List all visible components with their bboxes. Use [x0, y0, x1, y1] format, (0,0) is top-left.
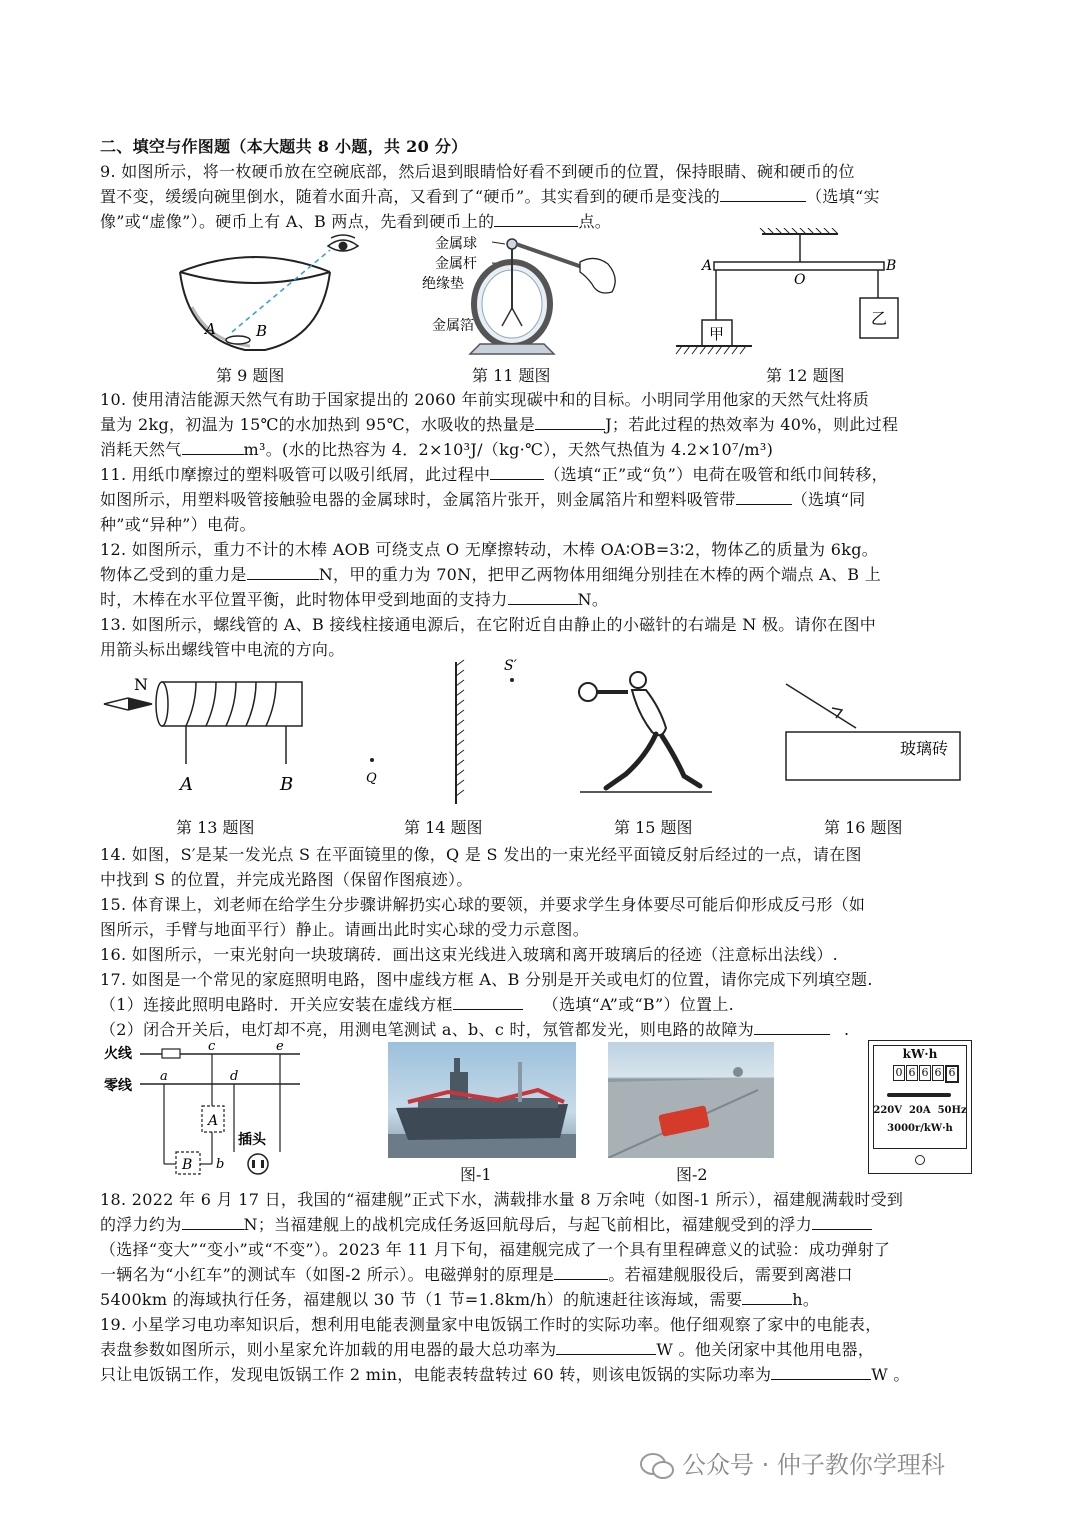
meter-disc — [887, 1093, 951, 1097]
sight-line — [232, 250, 330, 332]
q9-line1: 9. 如图所示，将一枚硬币放在空碗底部，然后退到眼睛恰好看不到硬币的位置，保持眼睛、碗和硬币的位 — [100, 162, 855, 181]
compass-needle-north — [128, 698, 152, 710]
label-q: Q — [366, 771, 377, 786]
q13-line1: 13. 如图所示，螺线管的 A、B 接线柱接通电源后，在它附近自由静止的小磁针的右端是 N 极。请你在图中 — [100, 615, 877, 634]
answer-blank — [490, 478, 544, 480]
answer-blank — [554, 1278, 608, 1280]
coin — [226, 336, 250, 344]
answer-blank — [508, 603, 578, 605]
q17-text: . — [844, 1020, 850, 1039]
q12-text: N，甲的重力为 70N，把甲乙两物体用细绳分别挂在木棒的两个端点 A、B 上 — [318, 565, 882, 584]
meter-digits — [893, 1065, 959, 1083]
q13-line2: 用箭头标出螺线管中电流的方向。 — [100, 640, 345, 659]
mirror-figure — [352, 652, 532, 810]
q19-text: W 。他关闭家中其他用电器， — [656, 1340, 875, 1359]
point-s-prime — [510, 678, 514, 682]
head — [630, 672, 646, 688]
metal-ball — [507, 239, 517, 249]
caption-photo1: 图-1 — [460, 1165, 492, 1184]
q18-text: 。若福建舰服役后，需要到离港口 — [608, 1265, 853, 1284]
carrier-photo — [388, 1042, 576, 1158]
point-q — [370, 758, 374, 762]
label-b: b — [216, 1157, 225, 1172]
q18-text: N；当福建舰上的战机完成任务返回航母后，与起飞前相比，福建舰受到的浮力 — [243, 1215, 813, 1234]
distant-ship — [733, 1067, 743, 1077]
mirror-hatch — [456, 660, 464, 796]
solenoid-core — [162, 682, 302, 726]
solenoid-figure — [100, 668, 320, 800]
q17-line1: 17. 如图是一个常见的家庭照明电路，图中虚线方框 A、B 分别是开关或电灯的位置，请你完成下列填空题. — [100, 970, 873, 989]
caption-fig11: 第 11 题图 — [472, 366, 551, 385]
bowl-rim-front — [180, 272, 330, 283]
caption-fig12: 第 12 题图 — [766, 366, 845, 385]
label-o: O — [794, 272, 806, 288]
meter-digit: 6 — [906, 1065, 918, 1081]
label-c: c — [208, 1040, 216, 1054]
answer-blank — [247, 578, 319, 580]
answer-blank — [556, 1353, 656, 1355]
answer-blank — [742, 1303, 792, 1305]
legs — [606, 734, 700, 788]
bowl-rim-back — [180, 257, 330, 272]
label-live-wire: 火线 — [104, 1046, 132, 1062]
q12-line3 — [100, 587, 608, 610]
answer-blank — [736, 503, 792, 505]
q17-line3 — [100, 1017, 849, 1040]
q10-text: 消耗天然气 — [100, 440, 182, 459]
meter-digit: 0 — [893, 1065, 905, 1081]
crane — [518, 1062, 522, 1102]
q16-line1: 16. 如图所示，一束光射向一块玻璃砖．画出这束光线进入玻璃和离开玻璃后的径迹（注意标出法线）. — [100, 945, 839, 964]
q14-line1: 14. 如图，S′是某一发光点 S 在平面镜里的像，Q 是 S 发出的一束光经平面镜反射后经过的一点，请在图 — [100, 845, 862, 864]
q10-line1: 10. 使用清洁能源天然气有助于国家提出的 2060 年前实现碳中和的目标。小明同学用他家的天然气灶将质 — [100, 390, 870, 409]
glass-brick-figure — [770, 676, 970, 786]
q9-text: 像”或“虚像”）。硬币上有 A、B 两点，先看到硬币上的 — [100, 212, 495, 231]
q18-line1: 18. 2022 年 6 月 17 日，我国的“福建舰”正式下水，满载排水量 8 万余吨（如图-1 所示），福建舰满载时受到 — [100, 1190, 904, 1209]
label-a: A — [180, 774, 193, 795]
q10-text: m³。(水的比热容为 4．2×10³J/（kg·℃），天然气热值为 4.2×10⁷/m³) — [243, 440, 774, 459]
shot-put-ball — [579, 683, 597, 701]
wooden-rod — [714, 262, 884, 270]
socket-pin — [252, 1160, 255, 1168]
answer-blank — [535, 428, 605, 430]
solenoid-end — [156, 682, 168, 726]
answer-blank — [453, 1008, 523, 1010]
q10-text: J；若此过程的热效率为 40%，则此过程 — [605, 415, 899, 434]
label-jia: 甲 — [709, 325, 725, 343]
label-e: e — [276, 1040, 284, 1054]
label-glass-brick: 玻璃砖 — [900, 739, 949, 758]
q15-line1: 15. 体育课上，刘老师在给学生分步骤讲解扔实心球的要领，并要求学生身体要尽可能后仰形成反弓形（如 — [100, 895, 866, 914]
label-s-prime: S′ — [504, 658, 517, 674]
q17-text: （1）连接此照明电路时．开关应安装在虚线方框 — [100, 995, 453, 1014]
hand — [580, 258, 615, 293]
label-n: N — [134, 675, 148, 694]
q19-line1: 19. 小星学习电功率知识后，想利用电能表测量家中电饭锅工作时的实际功率。他仔细观察了家中的电能表， — [100, 1315, 882, 1334]
q10-line2 — [100, 412, 898, 435]
eye-icon — [325, 234, 361, 260]
socket — [248, 1154, 268, 1174]
label-metal-foil: 金属箔 — [432, 318, 474, 334]
fuse — [162, 1049, 180, 1058]
label-a: A — [702, 258, 713, 274]
q12-text: N。 — [577, 590, 609, 609]
ground-hatch — [676, 346, 746, 354]
meter-screw-icon — [915, 1155, 925, 1165]
q11-line1 — [100, 462, 888, 485]
label-plug: 插头 — [238, 1132, 266, 1148]
label-neutral-wire: 零线 — [104, 1078, 132, 1094]
label-a: A — [205, 320, 216, 338]
test-car-photo — [608, 1042, 774, 1158]
mast — [454, 1058, 460, 1074]
circuit-figure — [104, 1040, 304, 1175]
label-a: a — [160, 1069, 168, 1084]
q18-line4 — [100, 1262, 853, 1285]
label-insulating-pad: 绝缘垫 — [422, 276, 464, 292]
q11-line2 — [100, 487, 865, 510]
answer-blank — [812, 1228, 872, 1230]
q19-text: W 。 — [871, 1365, 910, 1384]
section-title: 二、填空与作图题（本大题共 8 小题，共 20 分） — [100, 137, 468, 156]
q9-line3 — [100, 209, 611, 232]
label-d: d — [230, 1069, 239, 1084]
watermark-text: 公众号 · 仲子教你学理科 — [682, 1451, 945, 1479]
athlete-figure — [576, 664, 716, 800]
meter-unit: kW·h — [902, 1047, 938, 1061]
answer-blank — [720, 200, 806, 202]
q11-text: （选填“正”或“负”）电荷在吸管和纸巾间转移， — [544, 465, 888, 484]
label-metal-ball: 金属球 — [435, 236, 477, 252]
label-b: B — [256, 322, 268, 340]
q18-text: 一辆名为“小红车”的测试车（如图-2 所示）。电磁弹射的原理是 — [100, 1265, 555, 1284]
leader-line — [492, 242, 505, 244]
meter-digit: 6 — [932, 1065, 944, 1081]
q9-text: （选填“实 — [806, 187, 880, 206]
q15-line2: 图所示，手臂与地面平行）静止。请画出此时实心球的受力示意图。 — [100, 920, 590, 939]
q12-text: 物体乙受到的重力是 — [100, 565, 247, 584]
q19-text: 表盘参数如图所示，则小星家允许加载的用电器的最大总功率为 — [100, 1340, 557, 1359]
q18-line5 — [100, 1287, 819, 1310]
bowl-figure — [170, 232, 340, 362]
electroscope-figure — [410, 232, 630, 362]
label-yi: 乙 — [871, 309, 888, 328]
q18-text: h。 — [792, 1290, 820, 1309]
answer-blank — [771, 1378, 871, 1380]
q9-line2 — [100, 184, 880, 207]
q18-text: 的浮力约为 — [100, 1215, 182, 1234]
caption-fig9: 第 9 题图 — [216, 366, 285, 385]
q12-line2 — [100, 562, 881, 585]
carrier-hull — [396, 1104, 568, 1140]
q14-line2: 中找到 S 的位置，并完成光路图（保留作图痕迹）。 — [100, 870, 473, 889]
electroscope-base — [470, 344, 554, 354]
q18-line3: （选择“变大”“变小”或“不变”）。2023 年 11 月下旬，福建舰完成了一个具有里程碑意义的试验：成功弹射了 — [100, 1240, 891, 1259]
answer-blank — [754, 1033, 830, 1035]
q11-text: 11. 用纸巾摩擦过的塑料吸管可以吸引纸屑，此过程中 — [100, 465, 491, 484]
label-box-b: B — [182, 1157, 193, 1173]
q9-text: 置不变，缓缓向碗里倒水，随着水面升高，又看到了“硬币”。其实看到的硬币是变浅的 — [100, 187, 721, 206]
q19-line2 — [100, 1337, 874, 1360]
socket-pin — [261, 1160, 264, 1168]
caption-fig13: 第 13 题图 — [176, 818, 255, 837]
q10-text: 量为 2kg，初温为 15℃的水加热到 95℃，水吸收的热量是 — [100, 415, 536, 434]
label-b: B — [280, 774, 294, 795]
wechat-watermark — [640, 1445, 945, 1480]
label-b: B — [886, 258, 897, 274]
answer-blank — [182, 453, 244, 455]
q17-text: （选填“A”或“B”）位置上. — [542, 995, 735, 1014]
meter-constant: 3000r/kW·h — [887, 1123, 953, 1134]
wechat-icon — [640, 1452, 674, 1480]
q17-text: （2）闭合开关后，电灯却不亮，用测电笔测试 a、b、c 时，氖管都发光，则电路的故障为 — [100, 1020, 754, 1039]
electric-meter — [868, 1040, 972, 1174]
caption-fig14: 第 14 题图 — [404, 818, 483, 837]
meter-spec: 220V 20A 50Hz — [873, 1105, 967, 1116]
q18-line2 — [100, 1212, 872, 1235]
q11-text: 如图所示，用塑料吸管接触验电器的金属球时，金属箔片张开，则金属箔片和塑料吸管带 — [100, 490, 736, 509]
answer-blank — [182, 1228, 244, 1230]
meter-digit-last: 6 — [945, 1065, 959, 1083]
q19-line3 — [100, 1362, 910, 1385]
label-metal-rod: 金属杆 — [435, 256, 477, 272]
lever-figure — [672, 228, 912, 360]
q19-text: 只让电饭锅工作，发现电饭锅工作 2 min，电能表转盘转过 60 转，则该电饭锅的实际功率为 — [100, 1365, 772, 1384]
q12-text: 时，木棒在水平位置平衡，此时物体甲受到地面的支持力 — [100, 590, 508, 609]
caption-photo2: 图-2 — [676, 1165, 708, 1184]
q10-line3 — [100, 437, 773, 460]
q12-line1: 12. 如图所示，重力不计的木棒 AOB 可绕支点 O 无摩擦转动，木棒 OA∶OB=3∶2，物体乙的质量为 6kg。 — [100, 540, 879, 559]
caption-fig16: 第 16 题图 — [824, 818, 903, 837]
meter-digit: 6 — [919, 1065, 931, 1081]
q18-text: 5400km 的海域执行任务，福建舰以 30 节（1 节=1.8km/h）的航速赶往该海域，需要 — [100, 1290, 743, 1309]
q11-line3: 种”或“异种”）电荷。 — [100, 515, 256, 534]
incident-ray — [786, 684, 856, 728]
q9-text: 点。 — [578, 212, 612, 231]
q11-text: （选填“同 — [791, 490, 866, 509]
q17-line2 — [100, 992, 734, 1015]
caption-fig15: 第 15 题图 — [614, 818, 693, 837]
answer-blank — [494, 225, 578, 227]
torso — [632, 690, 666, 735]
label-box-a: A — [208, 1113, 219, 1129]
